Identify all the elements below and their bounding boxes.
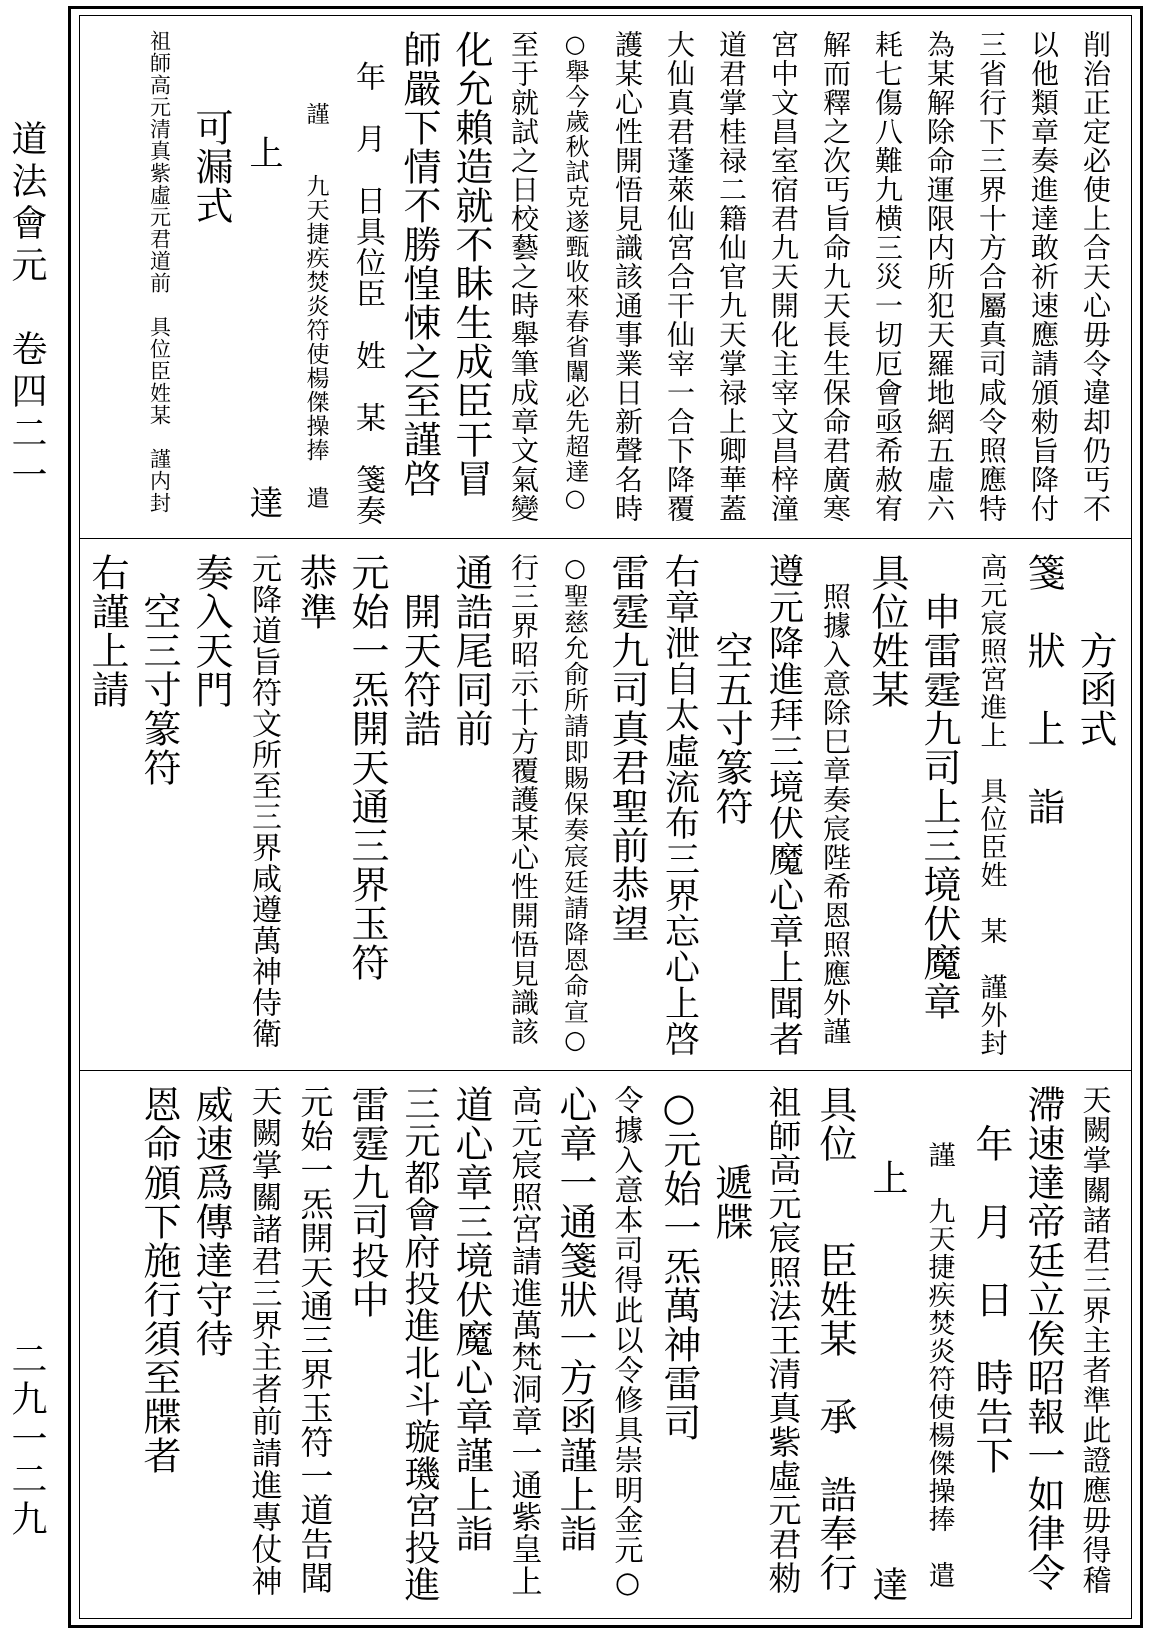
text-column bbox=[601, 553, 653, 1062]
column-text: 以他類章奏進達敢祈速應請頒勑旨降付 bbox=[1027, 30, 1060, 523]
section-top bbox=[80, 16, 1131, 539]
column-text: 空三寸篆符 bbox=[137, 553, 181, 787]
column-text: 至于就試之日校藝之時舉筆成章文氣變 bbox=[507, 30, 540, 523]
column-text: 謹 九天捷疾焚炎符使楊傑操捧 遣 bbox=[923, 1085, 955, 1589]
text-column bbox=[393, 1085, 445, 1610]
text-column bbox=[341, 30, 393, 530]
column-text: 天闕掌關諸君三界主者準此證應毋得稽 bbox=[1078, 1085, 1113, 1595]
column-text: 雷霆九司真君聖前恭望 bbox=[605, 553, 649, 943]
text-column bbox=[1069, 30, 1121, 530]
text-column bbox=[705, 553, 757, 1062]
text-column bbox=[861, 1085, 913, 1610]
text-column bbox=[185, 30, 237, 530]
text-column bbox=[133, 553, 185, 1062]
text-column bbox=[757, 30, 809, 530]
text-column bbox=[393, 30, 445, 530]
column-text: 高元宸照宮進上 具位臣姓 某 謹外封 bbox=[975, 553, 1007, 1057]
column-text: 雷霆九司投中 bbox=[345, 1085, 389, 1319]
column-text: 年 月 日具位臣 姓 某 箋奏 bbox=[350, 30, 385, 526]
column-text: 遵元降進拜三境伏魔心章上聞者 bbox=[763, 553, 804, 1057]
column-text: ○聖慈允俞所請即賜保奏宸廷請降恩命宣○ bbox=[560, 553, 590, 1055]
text-columns bbox=[85, 553, 1121, 1062]
text-column bbox=[809, 30, 861, 530]
text-column bbox=[913, 30, 965, 530]
column-text: 照據入意除巳章奏宸陛希恩照應外謹 bbox=[819, 553, 852, 1046]
text-column bbox=[497, 1085, 549, 1610]
column-text: 具位姓某 bbox=[865, 553, 909, 709]
column-text: 心章一通箋狀一方函謹上詣 bbox=[553, 1085, 597, 1553]
text-column bbox=[1069, 1085, 1121, 1610]
text-column bbox=[601, 30, 653, 530]
text-column bbox=[237, 30, 289, 530]
text-column bbox=[549, 1085, 601, 1610]
column-text: 威速爲傳達守待 bbox=[189, 1085, 233, 1358]
column-text: 具位 臣姓某 承 誥奉行 bbox=[813, 1085, 857, 1592]
text-column bbox=[705, 30, 757, 530]
text-column bbox=[601, 1085, 653, 1610]
text-column bbox=[757, 1085, 809, 1610]
column-text: 宮中文昌室宿君九天開化主宰文昌梓潼 bbox=[767, 30, 800, 523]
column-text: 大仙真君蓬萊仙宮合干仙宰一合下降覆 bbox=[663, 30, 696, 523]
text-columns bbox=[90, 30, 1121, 530]
column-text: 天闕掌關諸君三界主者前請進專仗神 bbox=[245, 1085, 282, 1597]
text-column bbox=[965, 30, 1017, 530]
text-column bbox=[913, 1085, 965, 1610]
column-text: 方函式 bbox=[1073, 553, 1117, 748]
text-column bbox=[861, 553, 913, 1062]
text-column bbox=[965, 1085, 1017, 1610]
text-column bbox=[185, 1085, 237, 1610]
text-column bbox=[1017, 1085, 1069, 1610]
column-text: 祖師高元宸照法王清真紫虛元君勑 bbox=[763, 1085, 803, 1595]
text-column bbox=[757, 553, 809, 1062]
text-column bbox=[549, 30, 601, 530]
column-text: 謹 九天捷疾焚炎符使楊傑操捧 遣 bbox=[302, 30, 329, 510]
text-column bbox=[1017, 553, 1069, 1062]
section-bottom bbox=[80, 1071, 1131, 1618]
page-number: 二九一二九 bbox=[6, 1340, 47, 1540]
column-text: 耗七傷八難九横三災一切厄會亟希赦宥 bbox=[871, 30, 904, 523]
text-column bbox=[445, 30, 497, 530]
column-text: 恭準 bbox=[293, 553, 337, 631]
column-text: 申雷霆九司上三境伏魔章 bbox=[917, 553, 961, 1021]
text-column bbox=[393, 553, 445, 1062]
column-text: 三省行下三界十方合屬真司咸令照應特 bbox=[975, 30, 1008, 523]
column-text: 可漏式 bbox=[189, 30, 233, 225]
column-text: 三元都會府投進北斗璇璣宮投進 bbox=[399, 1085, 440, 1603]
column-text: 為某解除命運限内所犯天羅地網五虛六 bbox=[923, 30, 956, 523]
column-text: 高元宸照宮請進萬梵洞章一通紫皇上 bbox=[505, 1085, 542, 1597]
text-column bbox=[445, 553, 497, 1062]
text-column bbox=[497, 553, 549, 1062]
column-text: 元降道旨符文所至三界咸遵萬神侍衛 bbox=[246, 553, 281, 1049]
text-column bbox=[237, 1085, 289, 1610]
column-text: 箋 狀 上 詣 bbox=[1021, 553, 1065, 826]
column-text: 年 月 日 時告下 bbox=[969, 1085, 1013, 1475]
column-text: 祖師高元清真紫虛元君道前 具位臣姓某 謹内封 bbox=[147, 30, 172, 514]
text-column bbox=[705, 1085, 757, 1610]
page-frame bbox=[68, 6, 1143, 1628]
column-text: 空五寸篆符 bbox=[709, 553, 753, 826]
column-text: 奏入天門 bbox=[189, 553, 233, 709]
text-column bbox=[133, 30, 185, 530]
text-column bbox=[809, 1085, 861, 1610]
text-column bbox=[237, 553, 289, 1062]
text-column bbox=[289, 1085, 341, 1610]
column-text: 元始一炁開天通三界玉符一道告聞 bbox=[295, 1085, 335, 1595]
column-text: 削治正定必使上合天心毋令違却仍丐不 bbox=[1079, 30, 1112, 523]
column-text: 開天符誥 bbox=[397, 553, 441, 748]
text-column bbox=[653, 1085, 705, 1610]
text-column bbox=[133, 1085, 185, 1610]
column-text: 化允賴造就不眛生成臣干冒 bbox=[449, 30, 493, 498]
column-text: 護某心性開悟見識該通事業日新聲名時 bbox=[611, 30, 644, 523]
text-column bbox=[913, 553, 965, 1062]
text-column bbox=[341, 553, 393, 1062]
column-text: 上 達 bbox=[867, 1085, 908, 1603]
section-middle bbox=[80, 539, 1131, 1071]
column-text: 滯速達帝廷立俟昭報一如律令 bbox=[1021, 1085, 1065, 1592]
column-text: 右謹上請 bbox=[85, 553, 129, 709]
column-text: 道心章三境伏魔心章謹上詣 bbox=[449, 1085, 493, 1553]
column-text: ○舉今歲秋試克遂甄收來春省闈必先超達○ bbox=[561, 30, 589, 513]
column-text: 師嚴下情不勝惶悚之至謹啓 bbox=[397, 30, 441, 498]
column-text: 恩命頒下施行須至牒者 bbox=[137, 1085, 181, 1475]
text-column bbox=[341, 1085, 393, 1610]
text-column bbox=[653, 30, 705, 530]
column-text: 通誥尾同前 bbox=[449, 553, 493, 748]
text-column bbox=[445, 1085, 497, 1610]
column-text: 道君掌桂禄二籍仙官九天掌禄上卿華蓋 bbox=[715, 30, 748, 523]
text-column bbox=[1069, 553, 1121, 1062]
text-column bbox=[185, 553, 237, 1062]
text-columns bbox=[90, 1085, 1121, 1610]
text-column bbox=[289, 553, 341, 1062]
text-column bbox=[809, 553, 861, 1062]
text-column bbox=[861, 30, 913, 530]
text-column bbox=[653, 553, 705, 1062]
text-column bbox=[1017, 30, 1069, 530]
column-text: 遞牒 bbox=[709, 1085, 753, 1241]
text-column bbox=[549, 553, 601, 1062]
text-column bbox=[289, 30, 341, 530]
column-text: 右章泄自太虛流布三界忘心上啓 bbox=[659, 553, 700, 1057]
text-column bbox=[497, 30, 549, 530]
page-inner-frame bbox=[79, 15, 1132, 1619]
column-text: 元始一炁開天通三界玉符 bbox=[345, 553, 389, 982]
column-text: 行三界昭示十方覆護某心性開悟見識該 bbox=[507, 553, 540, 1046]
column-text: 上 達 bbox=[243, 30, 283, 520]
text-column bbox=[965, 553, 1017, 1062]
column-text: 令據入意本司得此以令修具崇明金元○ bbox=[610, 1085, 645, 1600]
text-column bbox=[81, 553, 133, 1062]
column-text: 解而釋之次丐旨命九天長生保命君廣寒 bbox=[819, 30, 852, 523]
book-title: 道法會元 卷四二一 bbox=[6, 120, 47, 498]
column-text: ○元始一炁萬神雷司 bbox=[657, 1085, 701, 1442]
